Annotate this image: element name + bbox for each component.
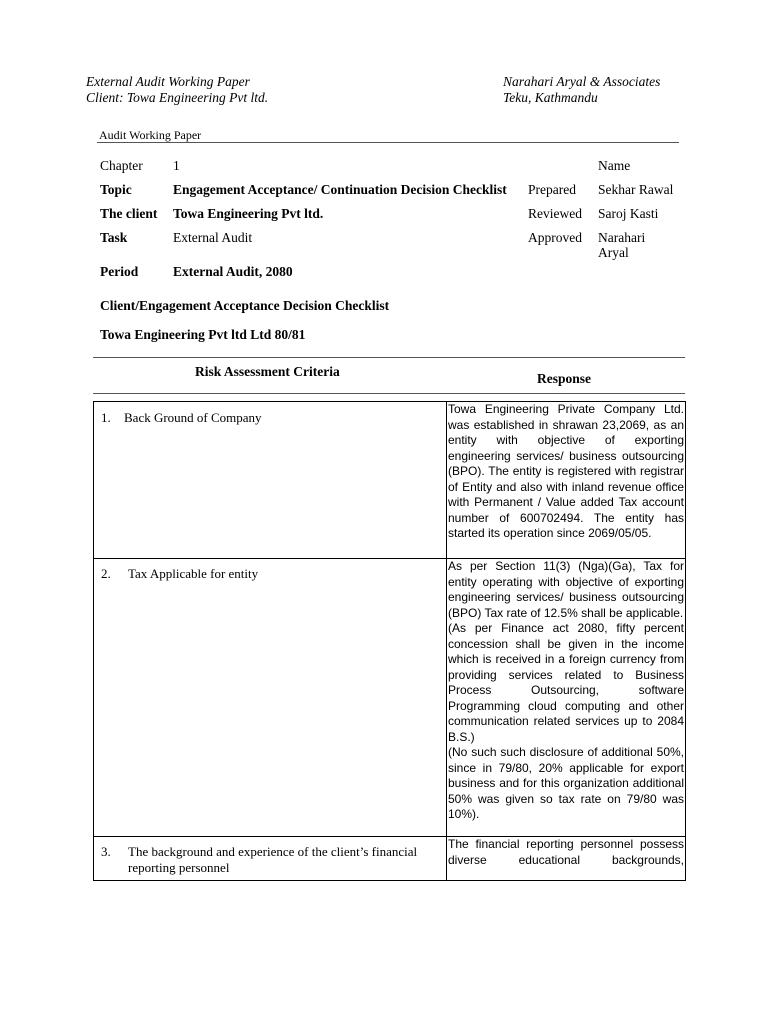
- chapter-label: Chapter: [100, 158, 143, 173]
- working-paper-label: Audit Working Paper: [99, 128, 202, 142]
- prepared-name: Sekhar Rawal: [598, 182, 674, 197]
- task-label: Task: [100, 230, 128, 245]
- header-right: [503, 74, 660, 106]
- table-row: [94, 402, 686, 559]
- table-row: [94, 559, 686, 837]
- name-label: Name: [598, 158, 631, 173]
- criteria-text: Tax Applicable for entity: [128, 566, 259, 581]
- period-value: External Audit, 2080: [173, 264, 293, 279]
- response-text: (As per Finance act 2080, fifty percent concession shall be given in the income which is received in a foreign currency from providing services related to Business Process Outsourcing, software Programming cloud computing and other communication related services up to 2084 B.S.): [448, 621, 684, 744]
- task-value: External Audit: [173, 230, 253, 245]
- checklist-table: [93, 401, 686, 881]
- client-label: The client: [100, 206, 158, 221]
- reviewed-label: Reviewed: [528, 206, 582, 221]
- topic-value: Engagement Acceptance/ Continuation Decision Checklist: [173, 182, 507, 197]
- client-title: Towa Engineering Pvt ltd Ltd 80/81: [100, 327, 306, 342]
- criteria-cell: [94, 402, 447, 559]
- period-label: Period: [100, 264, 139, 279]
- column-header-response: Response: [537, 371, 592, 386]
- approved-label: Approved: [528, 230, 582, 245]
- response-cell: [447, 837, 686, 881]
- response-text: (No such such disclosure of additional 50%, since in 79/80, 20% applicable for export business and for this organization additional 50% was given so tax rate on 79/80 was 10%).: [448, 745, 684, 821]
- reviewed-name: Saroj Kasti: [598, 206, 659, 221]
- header-left-line1: External Audit Working Paper: [86, 74, 250, 89]
- chapter-value: 1: [173, 158, 180, 173]
- checklist-title: Client/Engagement Acceptance Decision Checklist: [100, 298, 390, 313]
- row-number: 1.: [101, 410, 111, 425]
- response-text: As per Section 11(3) (Nga)(Ga), Tax for entity operating with objective of exporting engineering services/ business outsourcing (BPO) Tax rate of 12.5% shall be applicable.: [448, 559, 684, 620]
- divider-table-header: [93, 393, 685, 394]
- response-cell: [447, 559, 686, 837]
- header-left-line2: Client: Towa Engineering Pvt ltd.: [86, 90, 269, 105]
- criteria-cell: [94, 837, 447, 881]
- column-header-criteria: Risk Assessment Criteria: [195, 364, 340, 379]
- approved-name-line1: Narahari: [598, 230, 646, 245]
- divider-top: [97, 142, 679, 143]
- header-right-line1: Narahari Aryal & Associates: [503, 74, 661, 89]
- row-number: 3.: [101, 844, 111, 859]
- table-row: [94, 837, 686, 881]
- criteria-text: Back Ground of Company: [124, 410, 262, 425]
- divider-table-top: [93, 357, 685, 358]
- topic-label: Topic: [100, 182, 132, 197]
- header-left: [86, 74, 268, 106]
- client-value: Towa Engineering Pvt ltd.: [173, 206, 324, 221]
- response-cell: [447, 402, 686, 559]
- row-number: 2.: [101, 566, 111, 581]
- approved-name-line2: Aryal: [598, 245, 629, 260]
- header-right-line2: Teku, Kathmandu: [503, 90, 598, 105]
- prepared-label: Prepared: [528, 182, 576, 197]
- criteria-cell: [94, 559, 447, 837]
- response-text: The financial reporting personnel possess diverse educational backgrounds,: [448, 837, 684, 867]
- criteria-text: The background and experience of the client’s financial reporting personnel: [128, 844, 418, 875]
- response-text: Towa Engineering Private Company Ltd. was established in shrawan 23,2069, as an entity with objective of exporting engineering services/ business outsourcing (BPO). The entity is registered with registrar of Entity and also with inland revenue office with Permanent / Value added Tax account number of 600702494. The entity has started its operation since 2069/05/05.: [448, 402, 684, 540]
